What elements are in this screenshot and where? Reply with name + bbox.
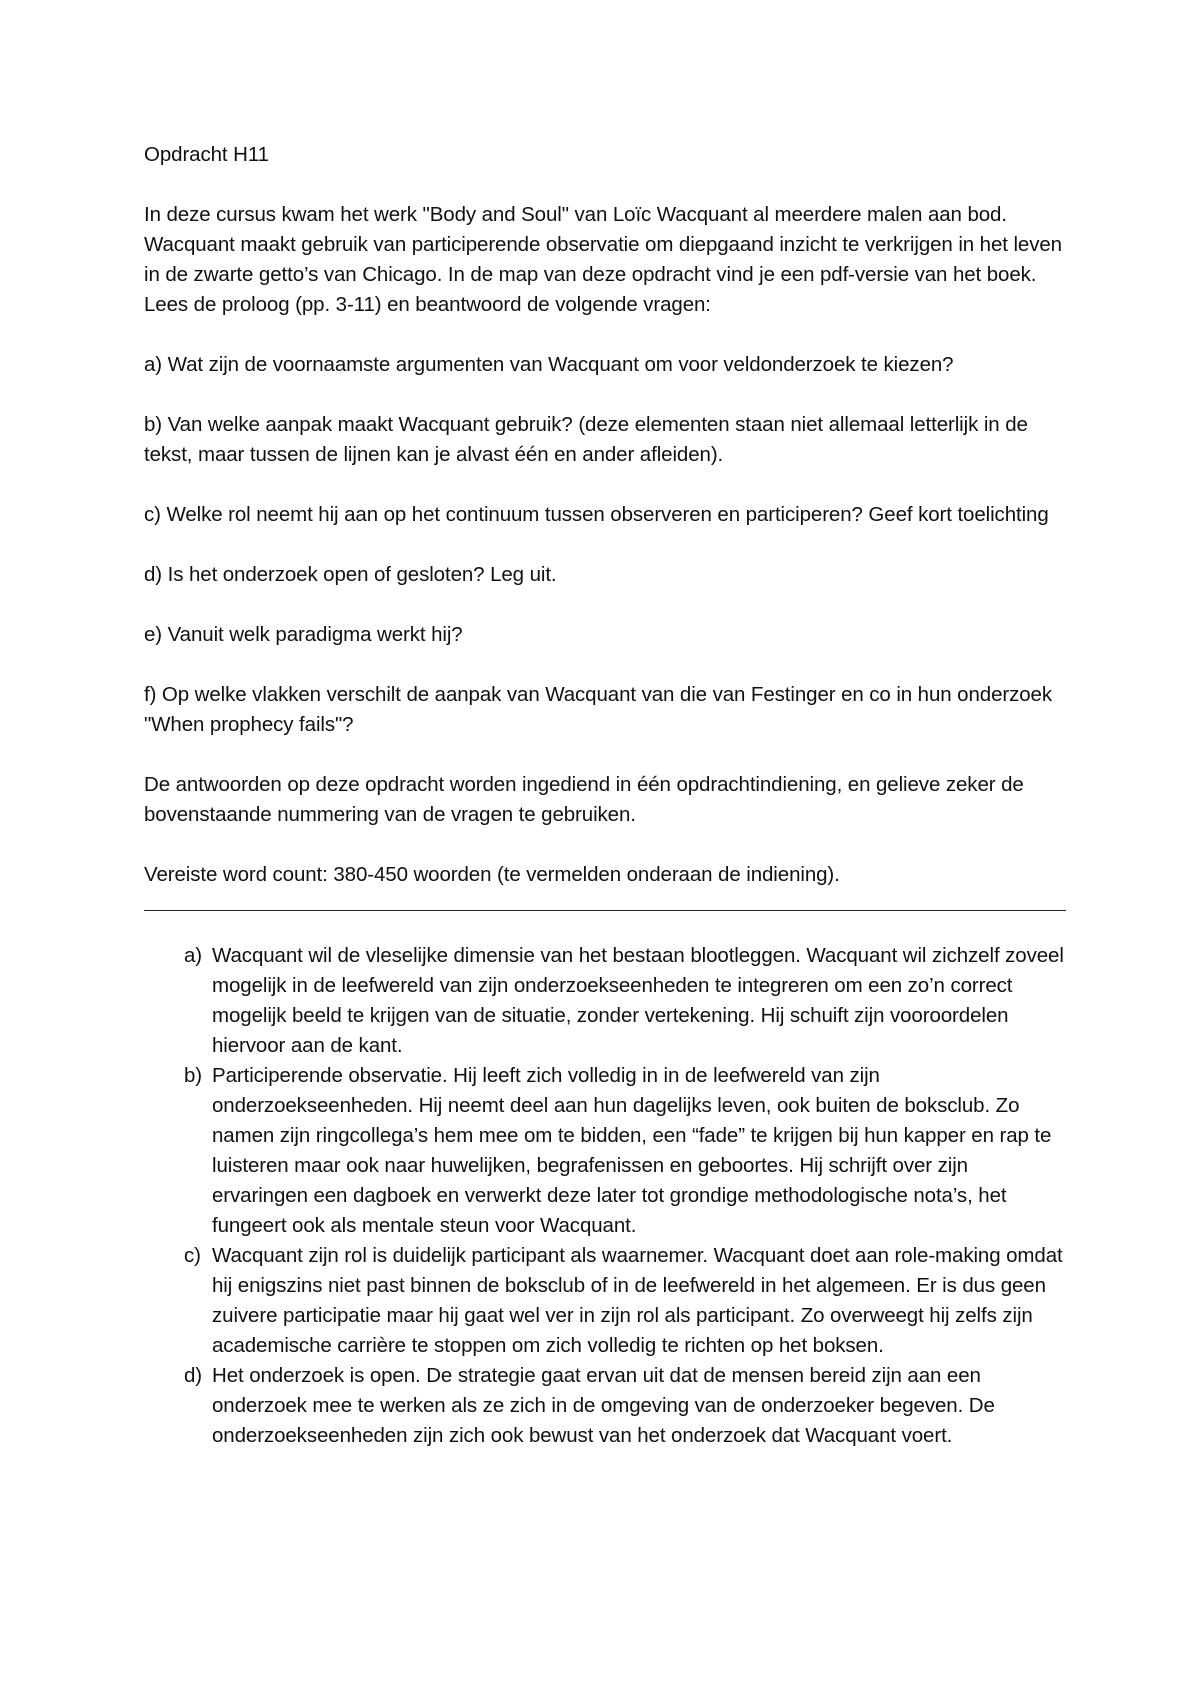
answer-item-b <box>144 1061 1066 1241</box>
question-f: f) Op welke vlakken verschilt de aanpak van Wacquant van die van Festinger en co in hun onderzoek "When prophecy fails"? <box>144 683 1053 736</box>
answer-text-d: Het onderzoek is open. De strategie gaat ervan uit dat de mensen bereid zijn aan een onderzoek mee te werken als ze zich in de omgeving van de onderzoeker begeven. De onderzoekseenheden zijn zich ook bewust van het onderzoek dat Wacquant voert. <box>212 1364 995 1447</box>
question-a: a) Wat zijn de voornaamste argumenten van Wacquant om voor veldonderzoek te kiezen? <box>144 353 954 376</box>
section-divider <box>144 910 1066 911</box>
answer-text-c: Wacquant zijn rol is duidelijk participant als waarnemer. Wacquant doet aan role-making omdat hij enigszins niet past binnen de boksclub of in de leefwereld in het algemeen. Er is dus geen zuivere participatie maar hij gaat wel ver in zijn rol als participant. Zo overweegt hij zelfs zijn academische carrière te stoppen om zich volledig te richten op het boksen. <box>212 1244 1063 1357</box>
word-count-note: Vereiste word count: 380-450 woorden (te vermelden onderaan de indiening). <box>144 863 840 886</box>
document-title: Opdracht H11 <box>144 143 269 166</box>
question-e: e) Vanuit welk paradigma werkt hij? <box>144 623 463 646</box>
answer-label-c: c) <box>184 1244 201 1267</box>
answer-text-a: Wacquant wil de vleselijke dimensie van het bestaan blootleggen. Wacquant wil zichzelf zoveel mogelijk in de leefwereld van zijn onderzoekseenheden te integreren om een zo’n correct mogelijk beeld te krijgen van de situatie, zonder vertekening. Hij schuift zijn vooroordelen hiervoor aan de kant. <box>212 944 1064 1057</box>
answer-label-b: b) <box>184 1064 203 1087</box>
answer-item-d <box>144 1361 1066 1451</box>
question-d: d) Is het onderzoek open of gesloten? Leg uit. <box>144 563 557 586</box>
document-content <box>144 140 1066 1451</box>
question-b: b) Van welke aanpak maakt Wacquant gebruik? (deze elementen staan niet allemaal letterlijk in de tekst, maar tussen de lijnen kan je alvast één en ander afleiden). <box>144 413 1028 466</box>
question-c: c) Welke rol neemt hij aan op het continuum tussen observeren en participeren? Geef kort toelichting <box>144 503 1049 526</box>
answers-list <box>144 941 1066 1451</box>
intro-paragraph: In deze cursus kwam het werk "Body and Soul" van Loïc Wacquant al meerdere malen aan bod. Wacquant maakt gebruik van participerende observatie om diepgaand inzicht te verkrijgen in het leven in de zwarte getto’s van Chicago. In de map van deze opdracht vind je een pdf-versie van het boek. Lees de proloog (pp. 3-11) en beantwoord de volgende vragen: <box>144 203 1062 316</box>
answer-label-a: a) <box>184 944 203 967</box>
answer-item-c <box>144 1241 1066 1361</box>
answer-item-a <box>144 941 1066 1061</box>
answer-label-d: d) <box>184 1364 203 1387</box>
answer-text-b: Participerende observatie. Hij leeft zich volledig in in de leefwereld van zijn onderzoekseenheden. Hij neemt deel aan hun dagelijks leven, ook buiten de boksclub. Zo namen zijn ringcollega’s hem mee om te bidden, een “fade” te krijgen bij hun kapper en rap te luisteren maar ook naar huwelijken, begrafenissen en geboortes. Hij schrijft over zijn ervaringen een dagboek en verwerkt deze later tot grondige methodologische nota’s, het fungeert ook als mentale steun voor Wacquant. <box>212 1064 1052 1237</box>
submission-note: De antwoorden op deze opdracht worden ingediend in één opdrachtindiening, en gelieve zeker de bovenstaande nummering van de vragen te gebruiken. <box>144 773 1024 826</box>
